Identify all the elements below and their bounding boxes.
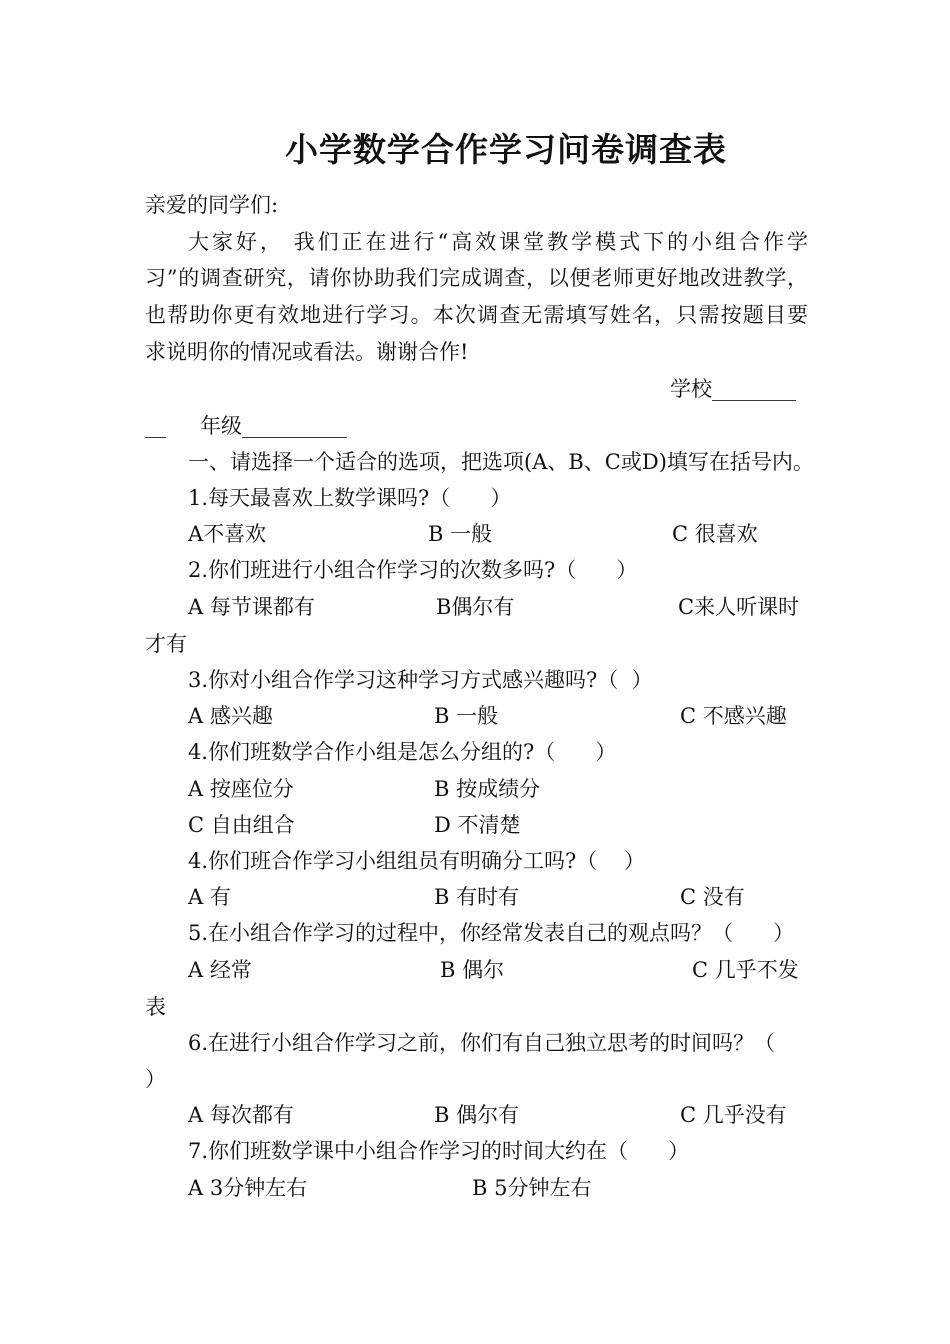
question-4b: 4.你们班合作学习小组组员有明确分工吗?（ ） [188,849,645,873]
q3-option-b: B 一般 [434,704,499,728]
q4b-option-a: A 有 [188,885,231,909]
question-3: 3.你对小组合作学习这种学习方式感兴趣吗?（ ） [188,668,653,692]
q6-option-b: B 偶尔有 [434,1103,520,1127]
q6-option-c: C 几乎没有 [680,1103,787,1127]
q4-option-a: A 按座位分 [188,777,294,801]
section-heading: 一、请选择一个适合的选项，把选项(A、B、C或D)填写在括号内。 [188,450,814,474]
q2-option-b: B偶尔有 [436,595,515,619]
q3-option-c: C 不感兴趣 [680,704,787,728]
question-2: 2.你们班进行小组合作学习的次数多吗?（ ） [188,558,638,582]
question-6-continuation: ） [145,1067,166,1091]
q4-option-d: D 不清楚 [434,813,521,837]
q3-option-a: A 感兴趣 [188,704,273,728]
question-1: 1.每天最喜欢上数学课吗?（ ） [188,486,512,510]
q4-option-b: B 按成绩分 [434,777,541,801]
q4b-option-c: C 没有 [680,885,745,909]
q1-option-c: C 很喜欢 [672,522,758,546]
q7-option-a: A 3分钟左右 [188,1176,308,1200]
q2-option-c-continuation: 才有 [145,632,187,656]
q2-option-a: A 每节课都有 [188,595,315,619]
q5-option-b: B 偶尔 [440,958,505,982]
q2-option-c: C来人听课时 [678,595,800,619]
school-field: 学校________ [670,377,796,401]
question-6: 6.在进行小组合作学习之前，你们有自己独立思考的时间吗？（ [188,1031,776,1055]
q4-option-c: C 自由组合 [188,813,295,837]
q7-option-b: B 5分钟左右 [472,1176,592,1200]
q1-option-a: A不喜欢 [188,522,267,546]
question-5: 5.在小组合作学习的过程中，你经常发表自己的观点吗？（ ） [188,921,795,945]
grade-field: 年级__________ [200,414,347,438]
question-4: 4.你们班数学合作小组是怎么分组的?（ ） [188,740,617,764]
intro-line-3: 也帮助你更有效地进行学习。本次调查无需填写姓名，只需按题目要 [145,303,808,327]
q5-option-a: A 经常 [188,958,252,982]
greeting: 亲爱的同学们: [145,193,279,217]
q1-option-b: B 一般 [428,522,493,546]
intro-line-1: 大家好， 我们正在进行“高效课堂教学模式下的小组合作学 [188,230,808,254]
q4b-option-b: B 有时有 [434,885,520,909]
q5-option-c-continuation: 表 [145,995,166,1019]
school-field-continuation: __ [145,414,166,438]
question-7: 7.你们班数学课中小组合作学习的时间大约在（ ） [188,1139,690,1163]
intro-line-2: 习”的调查研究，请你协助我们完成调查，以便老师更好地改进教学， [145,266,808,290]
page-title: 小学数学合作学习问卷调查表 [285,130,727,169]
intro-line-4: 求说明你的情况或看法。谢谢合作! [145,340,469,364]
q6-option-a: A 每次都有 [188,1103,294,1127]
q5-option-c: C 几乎不发 [692,958,799,982]
